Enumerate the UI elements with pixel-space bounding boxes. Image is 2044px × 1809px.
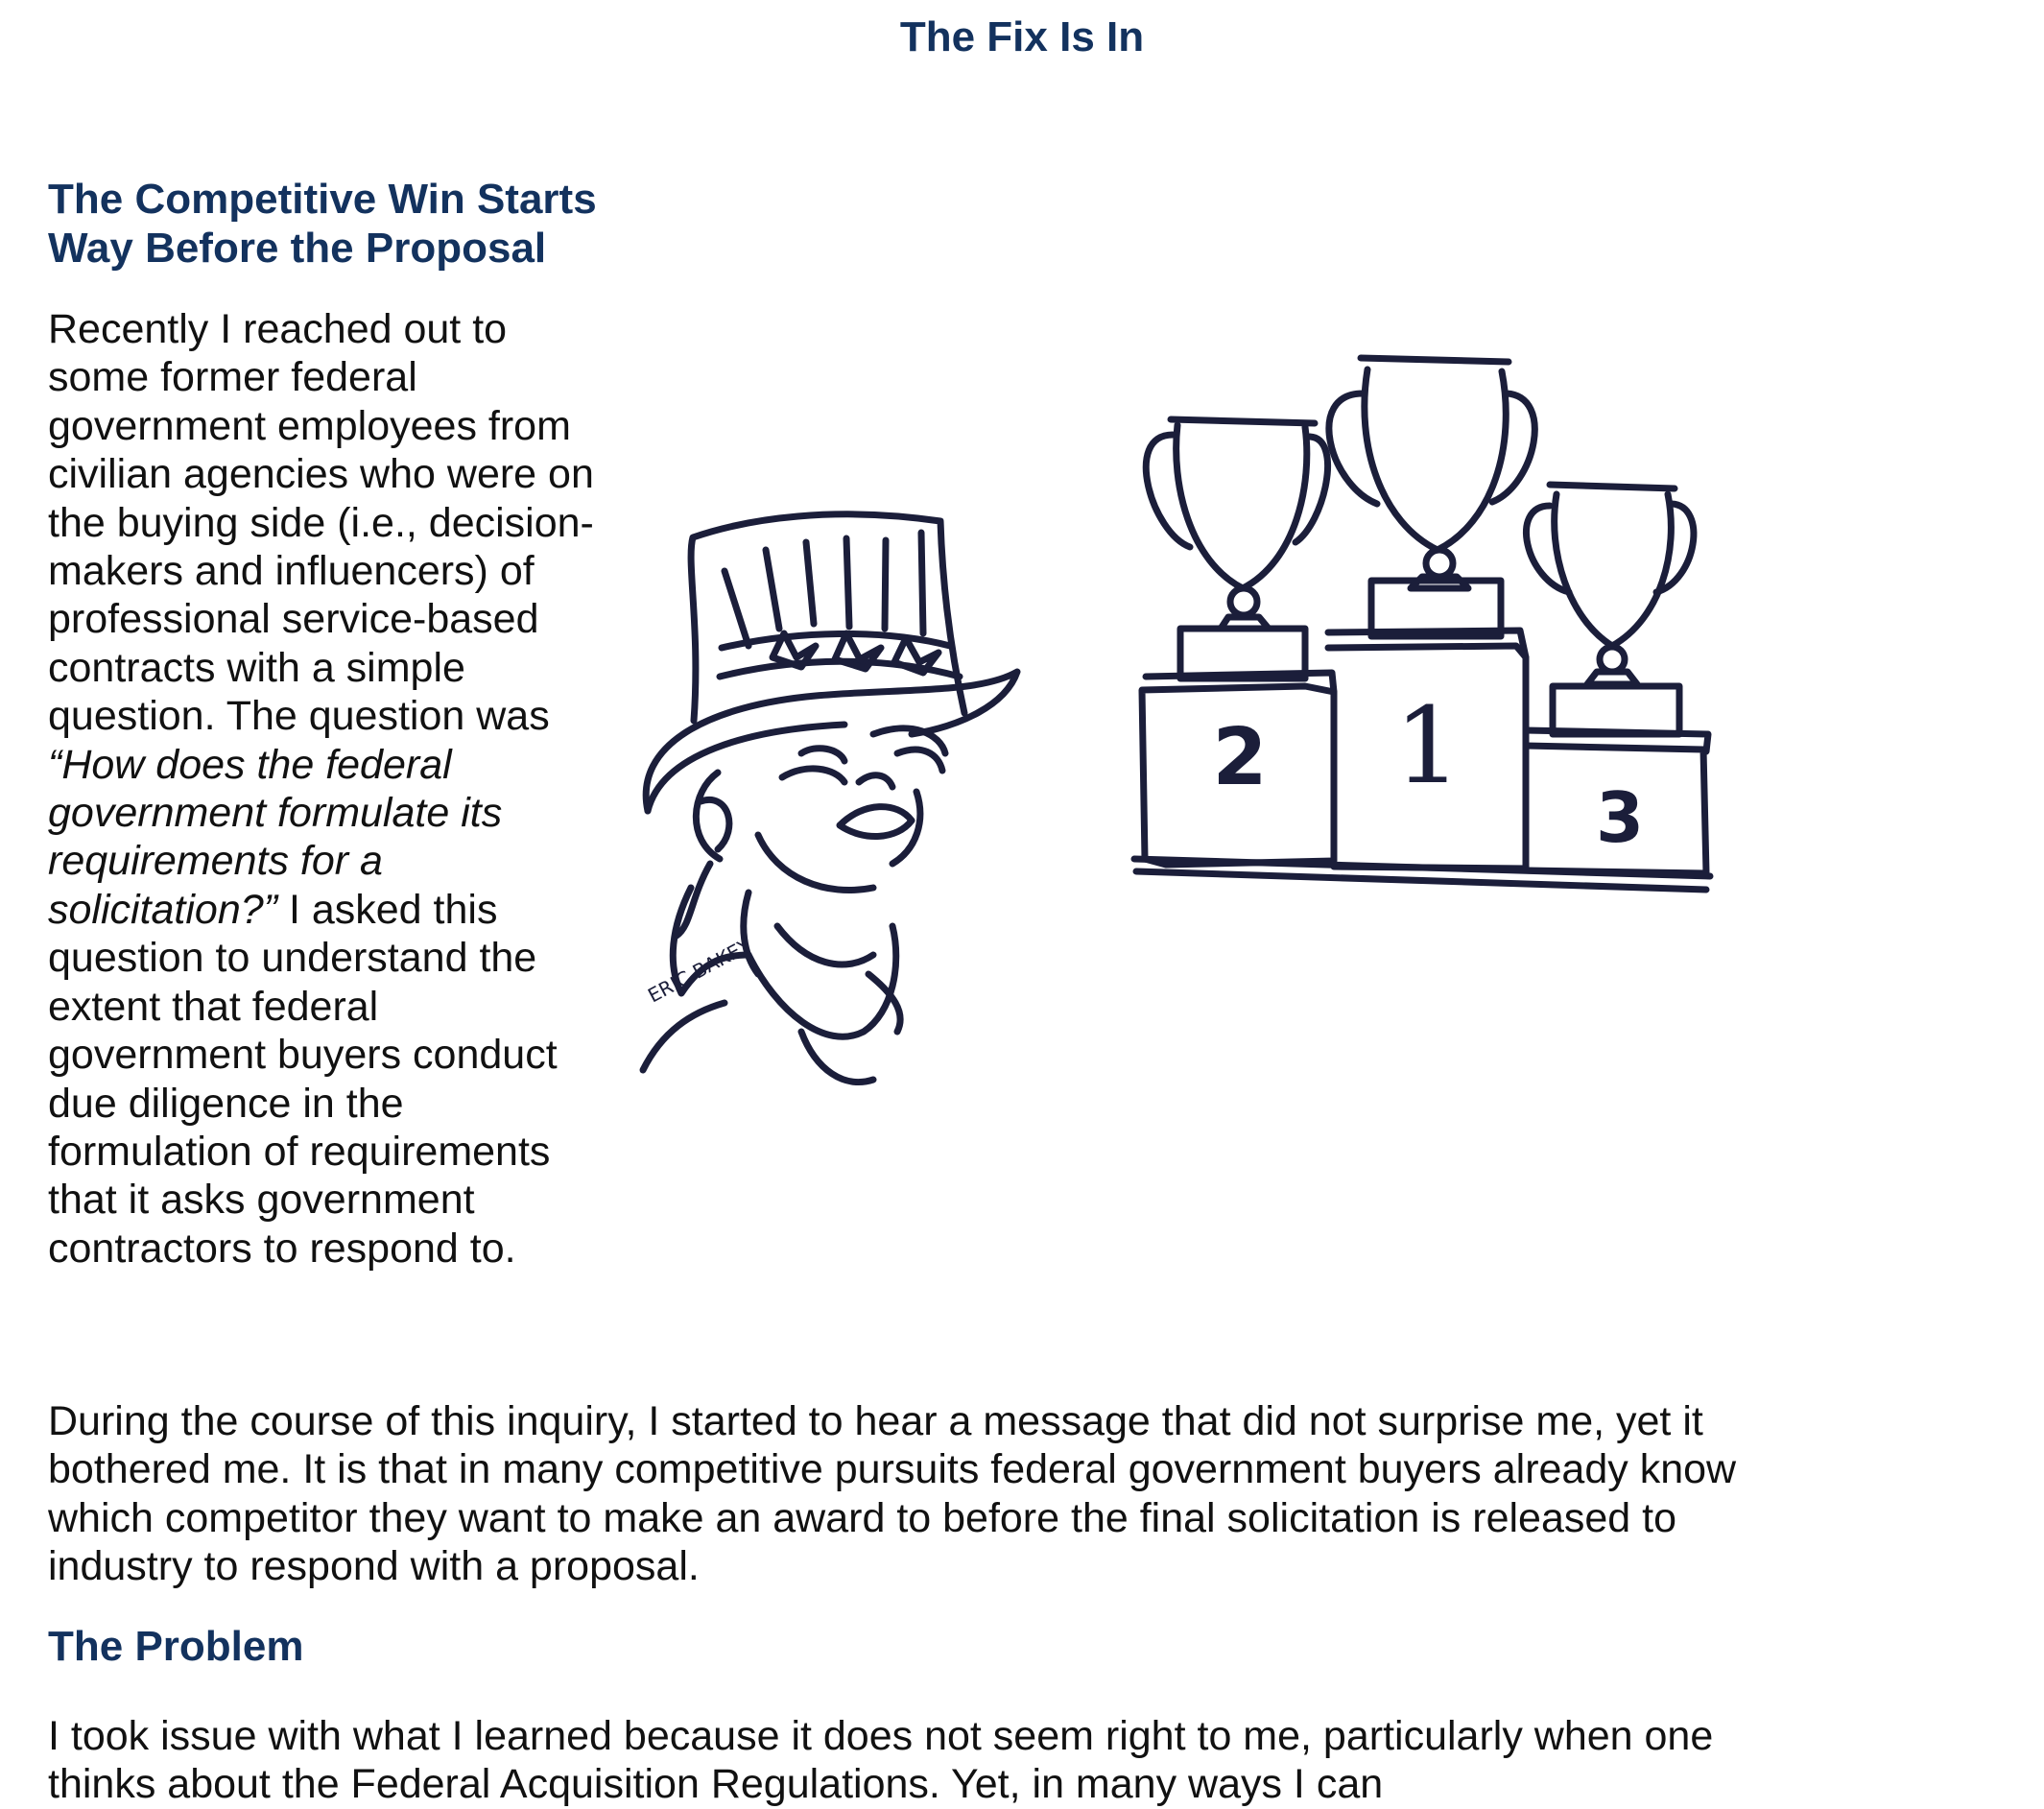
section-heading-problem: The Problem — [48, 1623, 304, 1670]
page-title: The Fix Is In — [899, 13, 1145, 60]
intro-question-text: “How does the federal government formulate its requirements for a solicitation?” — [48, 741, 503, 933]
trophy-third-place — [1527, 485, 1694, 684]
body-paragraph-two: During the course of this inquiry, I started to hear a message that did not surprise me, yet it bothered me. It is that in many competitive pursuits federal government buyers already know which competitor they want to make an award to before the final solicitation is released to industry to respond with a proposal. — [48, 1398, 1737, 1590]
podium-label-first: 1 — [1394, 684, 1462, 807]
uncle-sam-trophy-illustration — [633, 341, 1737, 1262]
uncle-sam-drawing — [643, 514, 1017, 1083]
intro-paragraph — [48, 305, 595, 1273]
podium-label-second: 2 — [1212, 712, 1268, 803]
trophy-first-place — [1329, 358, 1534, 588]
section-heading-intro: The Competitive Win Starts Way Before the Proposal — [48, 176, 597, 272]
trophy-second-place — [1146, 419, 1327, 629]
intro-lead-text: Recently I reached out to some former federal government employees from civilian agencies who were on the buying side (i.e., decision-makers and influencers) of professional service-based contracts with a simple question. The question was — [48, 306, 594, 740]
artist-signature: ERIC BAKEY — [644, 933, 755, 1008]
intro-tail-text: I asked this question to understand the extent that federal government buyers conduct due diligence in the formulation of requirements that it asks government contractors to respond to. — [48, 886, 558, 1272]
body-paragraph-three: I took issue with what I learned because it does not seem right to me, particularly when one thinks about the Federal Acquisition Regulations. Yet, in many ways I can — [48, 1713, 1714, 1808]
podium-label-third: 3 — [1595, 777, 1645, 858]
